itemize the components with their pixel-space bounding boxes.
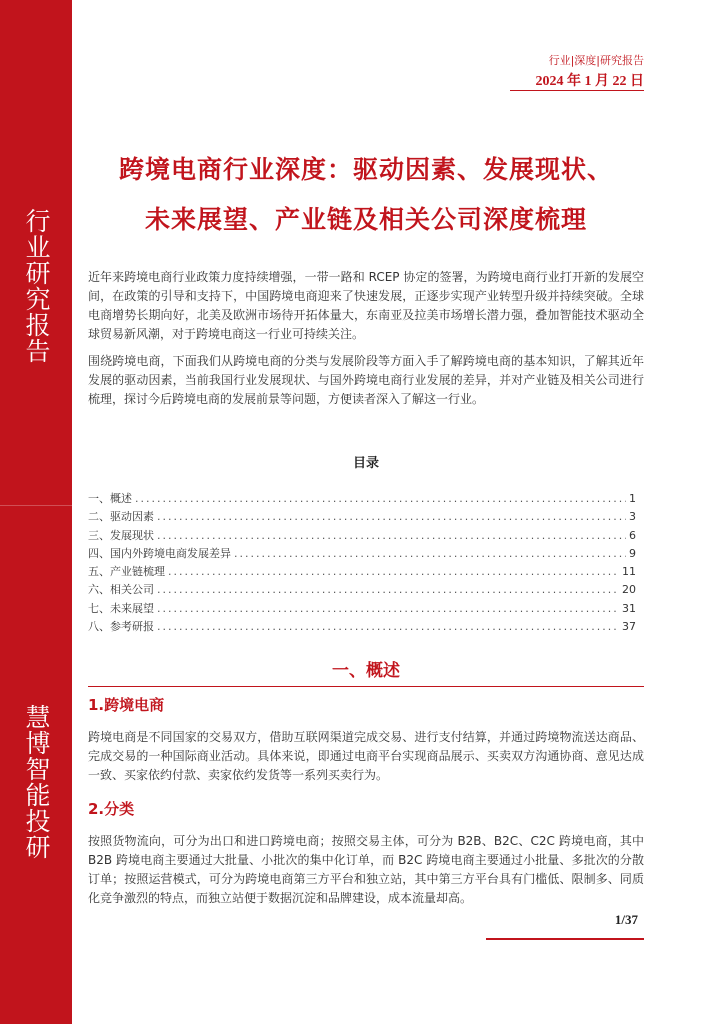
report-title-line-2: 未来展望、产业链及相关公司深度梳理 (144, 205, 587, 234)
page-number: 1/37 (614, 912, 638, 927)
toc-item[interactable] (88, 527, 636, 545)
intro-paragraph-2: 围绕跨境电商，下面我们从跨境电商的分类与发展阶段等方面入手了解跨境电商的基本知识，了解其近年发展的驱动因素，当前我国行业发展现状、与国外跨境电商行业发展的差异，并对产业链及相关公司进行梳理，探讨今后跨境电商的发展前景等问题，方便读者深入了解这一行业。 (88, 354, 644, 406)
sidebar-label-report-type: 行业研究报告 (22, 208, 51, 364)
toc-item-label: 一、概述 (88, 492, 132, 505)
subsection-heading-cross-border: 1.跨境电商 (88, 696, 165, 714)
toc-item[interactable] (88, 545, 636, 563)
toc-item[interactable] (88, 581, 636, 599)
report-date: 2024 年 1 月 22 日 (535, 74, 644, 89)
toc-item[interactable] (88, 600, 636, 618)
toc-item-page: 11 (622, 565, 636, 579)
toc-leader (168, 565, 619, 578)
toc-item-label: 五、产业链梳理 (88, 565, 165, 579)
subsection-paragraph-classification: 按照货物流向，可分为出口和进口跨境电商；按照交易主体，可分为 B2B、B2C、C2C 跨境电商，其中 B2B 跨境电商主要通过大批量、小批次的集中化订单，而 B2C 跨境电商主要通过小批量、多批次的分散订单；按照运营模式，可分为跨境电商第三方平台和独立站，其中第三方平台具有门槛低、限制多、同质化竞争激烈的特点，而独立站便于数据沉淀和品牌建设，成本流量却高。 (88, 834, 644, 905)
toc-item-page: 9 (629, 546, 636, 560)
section-heading-overview: 一、概述 (332, 661, 400, 681)
report-title-line-1: 跨境电商行业深度：驱动因素、发展现状、 (118, 155, 613, 184)
sidebar-band (0, 0, 72, 1024)
toc-item-page: 20 (622, 583, 636, 597)
toc-item[interactable] (88, 563, 636, 581)
toc-item-page: 31 (622, 601, 636, 615)
toc-leader (135, 492, 626, 505)
sidebar-divider (0, 505, 72, 506)
toc-leader (157, 583, 619, 596)
toc-item[interactable] (88, 508, 636, 526)
toc-leader (157, 602, 619, 615)
table-of-contents (88, 490, 636, 636)
header-divider (510, 90, 644, 91)
toc-item-label: 六、相关公司 (88, 583, 154, 597)
toc-leader (157, 510, 626, 523)
toc-item-label: 二、驱动因素 (88, 510, 154, 524)
toc-leader (157, 529, 626, 542)
toc-item-label: 四、国内外跨境电商发展差异 (88, 546, 231, 560)
toc-item-page: 6 (629, 528, 636, 542)
toc-heading: 目录 (352, 456, 379, 471)
subsection-paragraph-cross-border: 跨境电商是不同国家的交易双方，借助互联网渠道完成交易、进行支付结算，并通过跨境物流送达商品、完成交易的一种国际商业活动。具体来说，即通过电商平台实现商品展示、买卖双方沟通协商、意见达成一致、买家依约付款、卖家依约发货等一系列买卖行为。 (88, 730, 644, 782)
toc-leader (234, 547, 626, 560)
toc-item-page: 1 (629, 492, 636, 505)
toc-item[interactable] (88, 490, 636, 508)
section-divider (88, 686, 644, 687)
sidebar-label-brand: 慧博智能投研 (22, 704, 51, 860)
toc-item[interactable] (88, 618, 636, 636)
report-tags: 行业|深度|研究报告 (548, 54, 644, 67)
report-header (536, 52, 645, 90)
toc-item-page: 37 (622, 620, 636, 634)
toc-leader (157, 620, 619, 633)
toc-item-page: 3 (629, 510, 636, 524)
toc-item-label: 七、未来展望 (88, 601, 154, 615)
subsection-heading-classification: 2.分类 (88, 800, 135, 818)
intro-paragraph-1: 近年来跨境电商行业政策力度持续增强，一带一路和 RCEP 协定的签署，为跨境电商行业打开新的发展空间，在政策的引导和支持下，中国跨境电商迎来了快速发展，正逐步实现产业转型升级并持续突破。全球电商增势长期向好，北美及欧洲市场待开拓体量大，东南亚及拉美市场增长潜力强，叠加智能技术驱动全球贸易新风潮，对于跨境电商这一行业可持续关注。 (88, 270, 644, 341)
toc-item-label: 三、发展现状 (88, 528, 154, 542)
toc-item-label: 八、参考研报 (88, 620, 154, 634)
footer-divider (486, 938, 644, 940)
